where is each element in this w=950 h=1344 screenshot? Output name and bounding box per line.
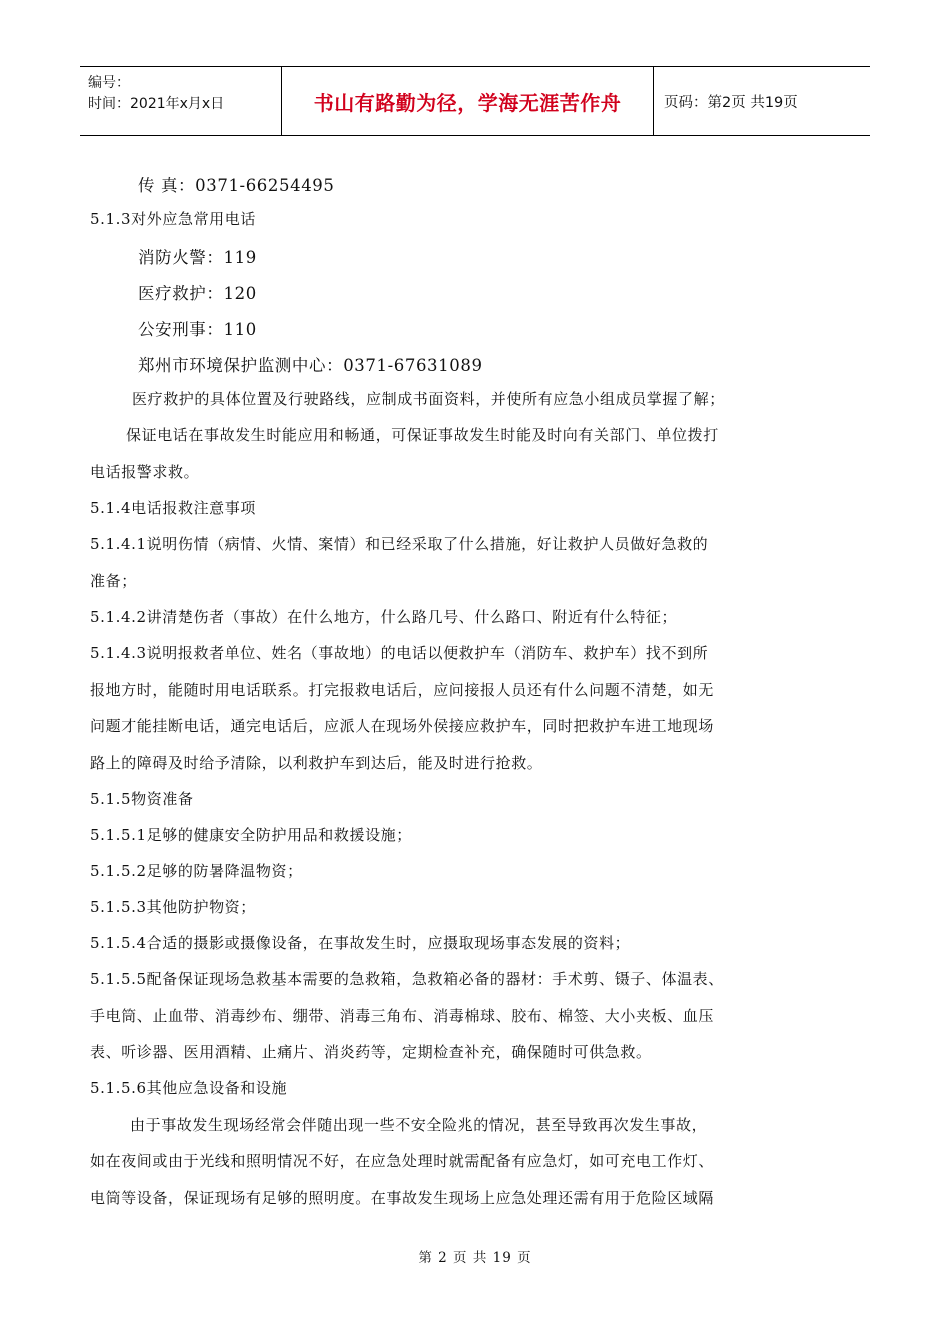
text-line: 5.1.5.2足够的防暑降温物资； <box>90 862 303 880</box>
text-line: 医疗救护的具体位置及行驶路线，应制成书面资料，并使所有应急小组成员掌握了解； <box>132 390 725 408</box>
text-line: 5.1.5.4合适的摄影或摄像设备，在事故发生时，应摄取现场事态发展的资料； <box>90 934 631 952</box>
document-time: 时间：2021年x月x日 <box>88 96 225 112</box>
text-line: 医疗救护：120 <box>138 284 257 303</box>
text-line: 消防火警：119 <box>138 248 257 267</box>
text-line: 公安刑事：110 <box>138 320 257 339</box>
text-line: 传 真：0371-66254495 <box>138 176 335 195</box>
text-line: 电筒等设备，保证现场有足够的照明度。在事故发生现场上应急处理还需有用于危险区域隔 <box>90 1189 715 1207</box>
document-number-label: 编号： <box>88 75 130 91</box>
header-page-info: 页码：第2页 共19页 <box>664 94 798 111</box>
text-line: 5.1.5.6其他应急设备和设施 <box>90 1079 288 1097</box>
page-header <box>80 66 870 136</box>
text-line: 准备； <box>90 572 137 590</box>
text-line: 报地方时，能随时用电话联系。打完报救电话后，应问接报人员还有什么问题不清楚，如无 <box>90 681 715 699</box>
text-line: 5.1.5.5配备保证现场急救基本需要的急救箱，急救箱必备的器材：手术剪、镊子、体温表、 <box>90 970 724 988</box>
page-footer: 第 2 页 共 19 页 <box>418 1250 532 1266</box>
text-line: 5.1.4.1说明伤情（病情、火情、案情）和已经采取了什么措施，好让救护人员做好急救的 <box>90 535 709 553</box>
header-motto: 书山有路勤为径，学海无涯苦作舟 <box>282 67 654 135</box>
header-meta <box>80 67 282 135</box>
text-line: 表、听诊器、医用酒精、止痛片、消炎药等，定期检查补充，确保随时可供急救。 <box>90 1043 652 1061</box>
text-line: 问题才能挂断电话，通完电话后，应派人在现场外侯接应救护车，同时把救护车进工地现场 <box>90 717 715 735</box>
text-line: 如在夜间或由于光线和照明情况不好，在应急处理时就需配备有应急灯，如可充电工作灯、 <box>90 1152 715 1170</box>
text-line: 手电筒、止血带、消毒纱布、绷带、消毒三角布、消毒棉球、胶布、棉签、大小夹板、血压 <box>90 1007 715 1025</box>
text-line: 5.1.5.1足够的健康安全防护用品和救援设施； <box>90 826 412 844</box>
text-line: 郑州市环境保护监测中心：0371-67631089 <box>138 356 483 375</box>
text-line: 路上的障碍及时给予清除，以利救护车到达后，能及时进行抢救。 <box>90 754 543 772</box>
text-line: 电话报警求救。 <box>90 463 200 481</box>
text-line: 5.1.4电话报救注意事项 <box>90 499 256 517</box>
text-line: 保证电话在事故发生时能应用和畅通，可保证事故发生时能及时向有关部门、单位拨打 <box>126 426 719 444</box>
text-line: 5.1.5.3其他防护物资； <box>90 898 256 916</box>
text-line: 5.1.5物资准备 <box>90 790 194 808</box>
text-line: 5.1.4.2讲清楚伤者（事故）在什么地方，什么路几号、什么路口、附近有什么特征； <box>90 608 678 626</box>
text-line: 5.1.4.3说明报救者单位、姓名（事故地）的电话以便救护车（消防车、救护车）找不到所 <box>90 644 709 662</box>
text-line: 由于事故发生现场经常会伴随出现一些不安全险兆的情况，甚至导致再次发生事故， <box>130 1116 708 1134</box>
text-line: 5.1.3对外应急常用电话 <box>90 210 256 228</box>
